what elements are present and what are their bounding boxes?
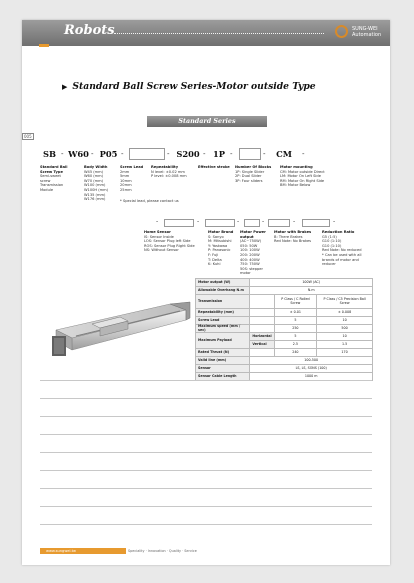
ruled-line [40,506,372,507]
code-motor-power-box [244,219,260,227]
code-dash: - [61,150,64,158]
table-row: Transmission P Class / C Rolled Screw P Class / C5 Precision Ball Screw [196,295,373,309]
table-row: Allowable Overhang N.m N.m [196,287,373,295]
option-column: Screw Lead 2mm 5mm 10mm 20mm 25mm [120,165,144,192]
standard-series-bar: Standard Series [147,116,267,127]
ball-screw-module-image [52,300,192,362]
ruled-line [40,380,372,381]
code-blocks: 1P [212,149,225,159]
option-column: Body Width W45 (mm) W60 (mm) W70 (mm) W100 (mm) W100H (mm) W135 (mm) W176 (mm) [84,165,109,202]
code-blank-box [239,148,261,160]
code-dash: - [167,150,170,158]
footer-slogan: Speciality · Innovation · Quality · Service [128,549,197,553]
accent-mark [39,44,49,47]
ruled-line [40,452,372,453]
special-lead-note: * Special lead, please contact us [120,199,179,203]
spec-table [195,278,373,381]
ruled-line [40,434,372,435]
code-repeatability-box [129,148,165,160]
company-logo-text: SUNG-WEI Automation [352,26,382,38]
code-screw-lead: P05 [99,149,118,159]
code-dash: - [197,218,200,225]
code-dash: - [293,218,296,225]
ruled-line [40,416,372,417]
code-home-sensor-box [164,219,194,227]
code-dash: - [262,218,265,225]
page-side-tab: 005 [24,134,32,139]
footer-url: www.sungwei.tw [46,549,76,553]
option-column: Motor Brand S: Sanyo M: Mitsubishi Y: Yaskawa P: Panasonic F: Fuji T: Delta K: Kuhi [208,230,234,267]
ruled-line [40,470,372,471]
option-column: Standard Ball Screw Type Semi-sweet screw Transmission Module [40,165,68,192]
table-row: Motor output (W) 100W (AC) [196,279,373,287]
table-row: Vertical 2.5 1.5 [196,341,373,349]
catalog-page [22,20,390,565]
code-motor-mounting: CM [276,149,292,159]
option-column: Reduction Ratio G5 (1:5) G10 (1:10) G10 (1:10) Red Note: No reduced * Can be used with all brands of motor and reducer [322,230,362,267]
code-dash: - [237,218,240,225]
code-dash: - [121,150,124,158]
option-column: Effective stroke [198,165,230,169]
option-column: Motor mounting CM: Motor outside Direct LM: Motor On Left Side RM: Motor On Right Side BM: Motor Below [280,165,325,188]
ruled-line [40,524,372,525]
ruled-line [40,398,372,399]
code-dash: - [203,150,206,158]
code-dash: - [156,218,159,225]
code-dash: - [333,218,336,225]
option-column: Number Of Blocks 1P: Single Slider 2P: Dual Slider 3P: Four sliders [235,165,272,183]
code-dash: - [230,150,233,158]
header-dotted-line [114,33,324,34]
option-column: Home Sensor IS: Sensor Inside LOS: Sensor Plug left Side ROS: Sensor Plug Right Side NS: Without Sensor [144,230,195,253]
option-column: Motor Power output (AC~750W) 050: 50W 100: 100W 200: 200W 400: 400W 750: 750W 50S: stepper motor [240,230,266,276]
table-row: Screw Lead 5 10 [196,317,373,325]
table-row: Sensor LS, LS, SONS (100) [196,365,373,373]
section-header [22,20,390,46]
triangle-bullet-icon: ▶ [62,82,68,91]
option-column: Motor with Brakes B: There Brakes Red Note: No Brakes [274,230,312,244]
option-column: Repeatability N level: ±0.02 mm P level: ±0.008 mm [151,165,187,179]
code-body-width: W60 [68,149,89,159]
code-standard-type: SB [42,149,56,159]
code-dash: - [302,150,305,158]
table-row: Sensor Cable Length 1000 m [196,373,373,381]
table-row: Repeatability (mm) ± 0.01 ± 0.008 [196,309,373,317]
section-title: Robots [64,23,115,38]
table-row: Valid line (mm) 100-500 [196,357,373,365]
table-row: Maximum speed (mm / sec) 250 500 [196,325,373,333]
code-dash: - [263,150,266,158]
ruled-line [40,488,372,489]
company-logo-icon [335,25,348,38]
code-motor-brand-box [205,219,235,227]
table-row: Rated Thrust (N) 240 170 [196,349,373,357]
table-row: Maximum Payload Horizontal 5 10 [196,333,373,341]
code-stroke: S200 [176,149,200,159]
code-brake-box [268,219,290,227]
product-subtitle: ▶ Standard Ball Screw Series-Motor outside Type [62,81,316,92]
code-dash: - [91,150,94,158]
code-reduction-box [302,219,330,227]
